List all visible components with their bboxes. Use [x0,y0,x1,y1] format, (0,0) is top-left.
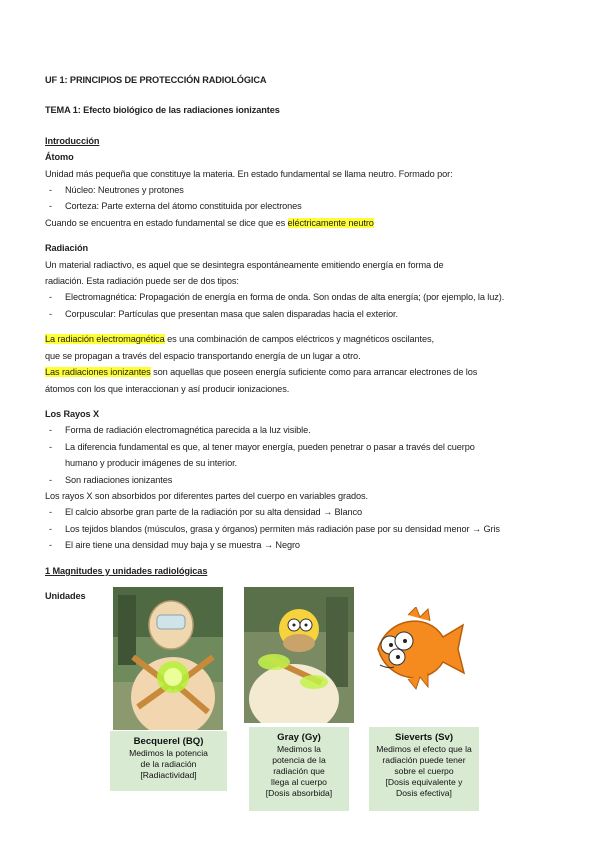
gray-image [244,587,354,723]
ion-rest: son aquellas que poseen energía suficiente como para arrancar electrones de los [150,367,478,378]
uf-title: UF 1: PRINCIPIOS DE PROTECCIÓN RADIOLÓGICA [45,75,267,85]
absorb-text: Los rayos X son absorbidos por diferentes partes del cuerpo en variables grados. [45,490,368,501]
em-highlight: La radiación electromagnética [45,334,165,345]
ion-line2: átomos con los que interaccionan y así producir ionizaciones. [45,383,290,394]
suit-figure-illustration [113,587,223,730]
unidades-heading: Unidades [45,590,86,601]
list-item: - Electromagnética: Propagación de energía en forma de onda. Son ondas de alta energía; (por ejemplo, la luz). [45,289,565,305]
unit-card-gray [249,727,349,811]
card-line: potencia de la [272,755,326,765]
list-item: - Forma de radiación electromagnética parecida a la luz visible. [45,422,565,438]
card-line: Medimos el efecto que la [376,744,472,754]
intro-heading: Introducción [45,135,100,146]
list-item-continuation: humano y producir imágenes de su interior. [65,458,237,469]
three-eyed-fish-illustration [368,607,468,692]
radiacion-heading: Radiación [45,243,89,254]
unidades-figure [0,587,600,817]
tema-title: TEMA 1: Efecto biológico de las radiaciones ionizantes [45,105,280,116]
list-item: - Corpuscular: Partículas que presentan masa que salen disparadas hacia el exterior. [45,306,565,322]
list-item: - Los tejidos blandos (músculos, grasa y órganos) permiten más radiación pase por su densidad menor → Gris [45,521,565,537]
sievert-image [368,607,468,692]
card-line: radiación puede tener [382,755,466,765]
card-line: [Dosis absorbida] [265,788,333,798]
radiacion-line1: Un material radiactivo, es aquel que se desintegra espontáneamente emitiendo energía en forma de [45,259,444,270]
radiacion-line2: radiación. Esta radiación puede ser de dos tipos: [45,276,239,287]
unit-card-becquerel [110,731,227,791]
card-line: de la radiación [140,759,197,769]
list-item: - Núcleo: Neutrones y protones [45,182,565,198]
list-item: - Son radiaciones ionizantes [45,472,565,488]
card-line: llega al cuerpo [271,777,327,787]
card-line: [Radiactividad] [140,770,197,780]
atomo-heading: Átomo [45,152,74,163]
em-line2: que se propagan a través del espacio transportando energía de un lugar a otro. [45,350,361,361]
card-line: Medimos la [277,744,321,754]
ion-highlight: Las radiaciones ionizantes [45,367,151,378]
becquerel-image [113,587,223,730]
card-line: [Dosis equivalente y [385,777,463,787]
list-item: - Corteza: Parte externa del átomo constituida por electrones [45,198,565,214]
card-title: Sieverts (Sv) [394,732,454,743]
card-line: sobre el cuerpo [394,766,454,776]
card-title: Becquerel (BQ) [133,736,204,747]
card-title: Gray (Gy) [277,732,321,743]
list-item: - La diferencia fundamental es que, al tener mayor energía, pueden penetrar o pasar a través del cuerpo [45,439,565,455]
card-line: radiación que [273,766,325,776]
neutro-line [45,215,565,231]
homer-illustration [244,587,354,723]
unit-card-sievert [369,727,479,811]
em-rest: es una combinación de campos eléctricos y magnéticos oscilantes, [164,334,434,345]
neutro-highlight: eléctricamente neutro [287,217,374,228]
section1-heading: 1 Magnitudes y unidades radiológicas [45,565,208,576]
neutro-pre: Cuando se encuentra en estado fundamental se dice que es [45,217,288,228]
document-body [45,72,565,604]
card-line: Dosis efectiva] [396,788,452,798]
card-line: Medimos la potencia [129,748,208,758]
list-item: - El aire tiene una densidad muy baja y se muestra → Negro [45,537,565,553]
atomo-text: Unidad más pequeña que constituye la materia. En estado fundamental se llama neutro. Formado por: [45,168,453,179]
list-item: - El calcio absorbe gran parte de la radiación por su alta densidad → Blanco [45,504,565,520]
ion-line [45,364,565,380]
rayos-heading: Los Rayos X [45,408,100,419]
em-line [45,331,565,347]
